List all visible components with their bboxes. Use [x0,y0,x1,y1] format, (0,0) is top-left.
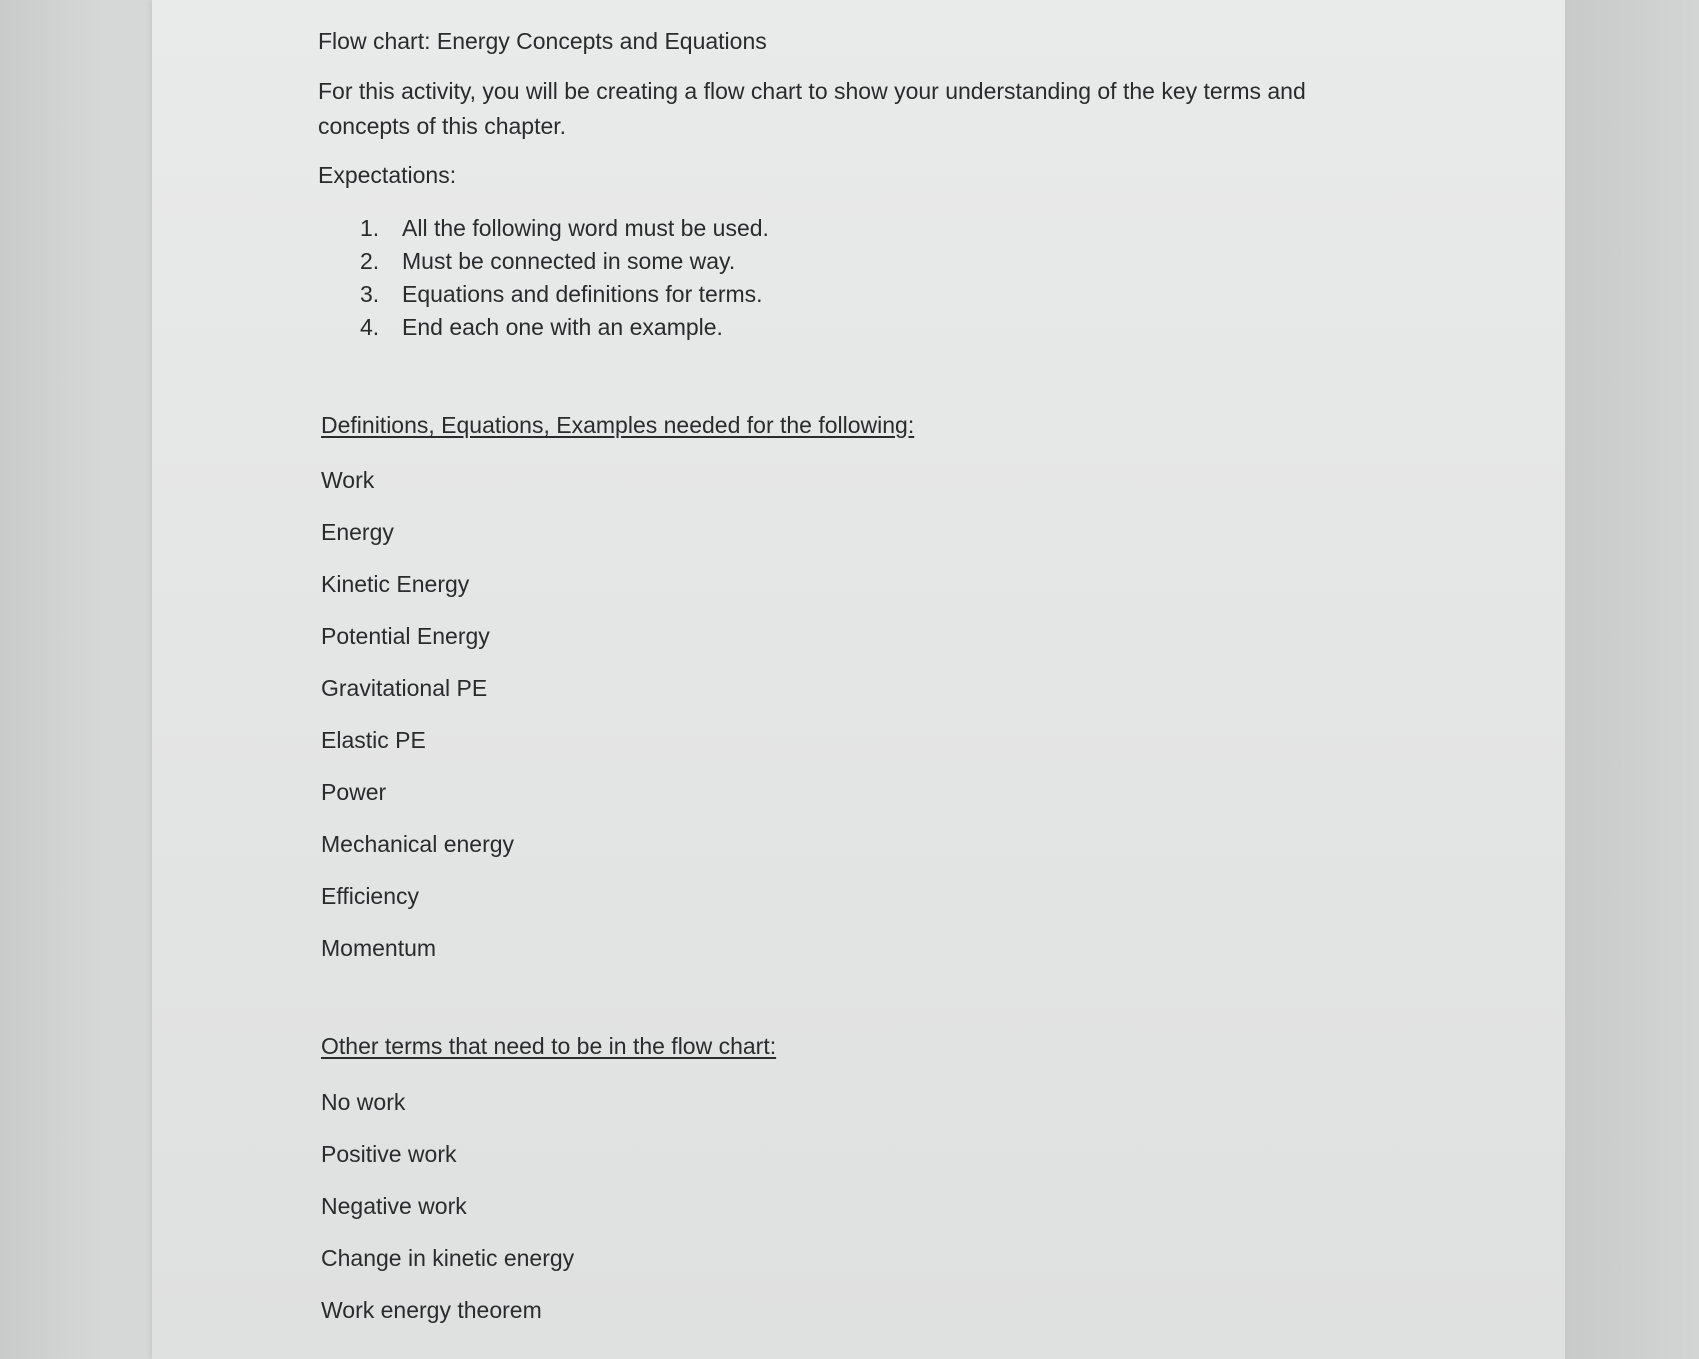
expectation-number: 3. [360,281,380,307]
other-term: Negative work [321,1193,467,1219]
other-terms-heading: Other terms that need to be in the flow chart: [321,1033,777,1059]
definition-term: Momentum [321,935,437,961]
expectation-text: End each one with an example. [402,314,723,340]
definition-term: Energy [321,519,394,545]
expectation-item [360,212,769,245]
expectation-text: Equations and definitions for terms. [402,281,763,307]
definition-term: Kinetic Energy [321,571,470,597]
expectation-number: 4. [360,314,380,340]
definition-term: Work [321,467,375,493]
definition-term: Power [321,779,387,805]
other-term: Work energy theorem [321,1297,542,1323]
expectation-text: All the following word must be used. [402,215,769,241]
expectations-list [360,212,769,344]
definition-term: Gravitational PE [321,675,488,701]
definition-term: Elastic PE [321,727,426,753]
background-right-edge [1565,0,1699,1359]
expectation-text: Must be connected in some way. [402,248,736,274]
definition-term: Potential Energy [321,623,490,649]
expectation-item [360,278,769,311]
definitions-heading: Definitions, Equations, Examples needed for the following: [321,412,915,438]
expectations-label: Expectations: [318,162,457,188]
definition-terms-list [321,454,514,974]
intro-paragraph: For this activity, you will be creating a flow chart to show your understanding of the key terms and concepts of this chapter. [318,78,1306,139]
expectation-number: 2. [360,248,380,274]
other-term: Change in kinetic energy [321,1245,575,1271]
definition-term: Mechanical energy [321,831,515,857]
expectation-number: 1. [360,215,380,241]
definition-term: Efficiency [321,883,420,909]
other-term: No work [321,1089,406,1115]
expectation-item [360,245,769,278]
document-title: Flow chart: Energy Concepts and Equations [318,28,767,54]
expectation-item [360,311,769,344]
other-terms-list [321,1076,574,1336]
other-term: Positive work [321,1141,457,1167]
